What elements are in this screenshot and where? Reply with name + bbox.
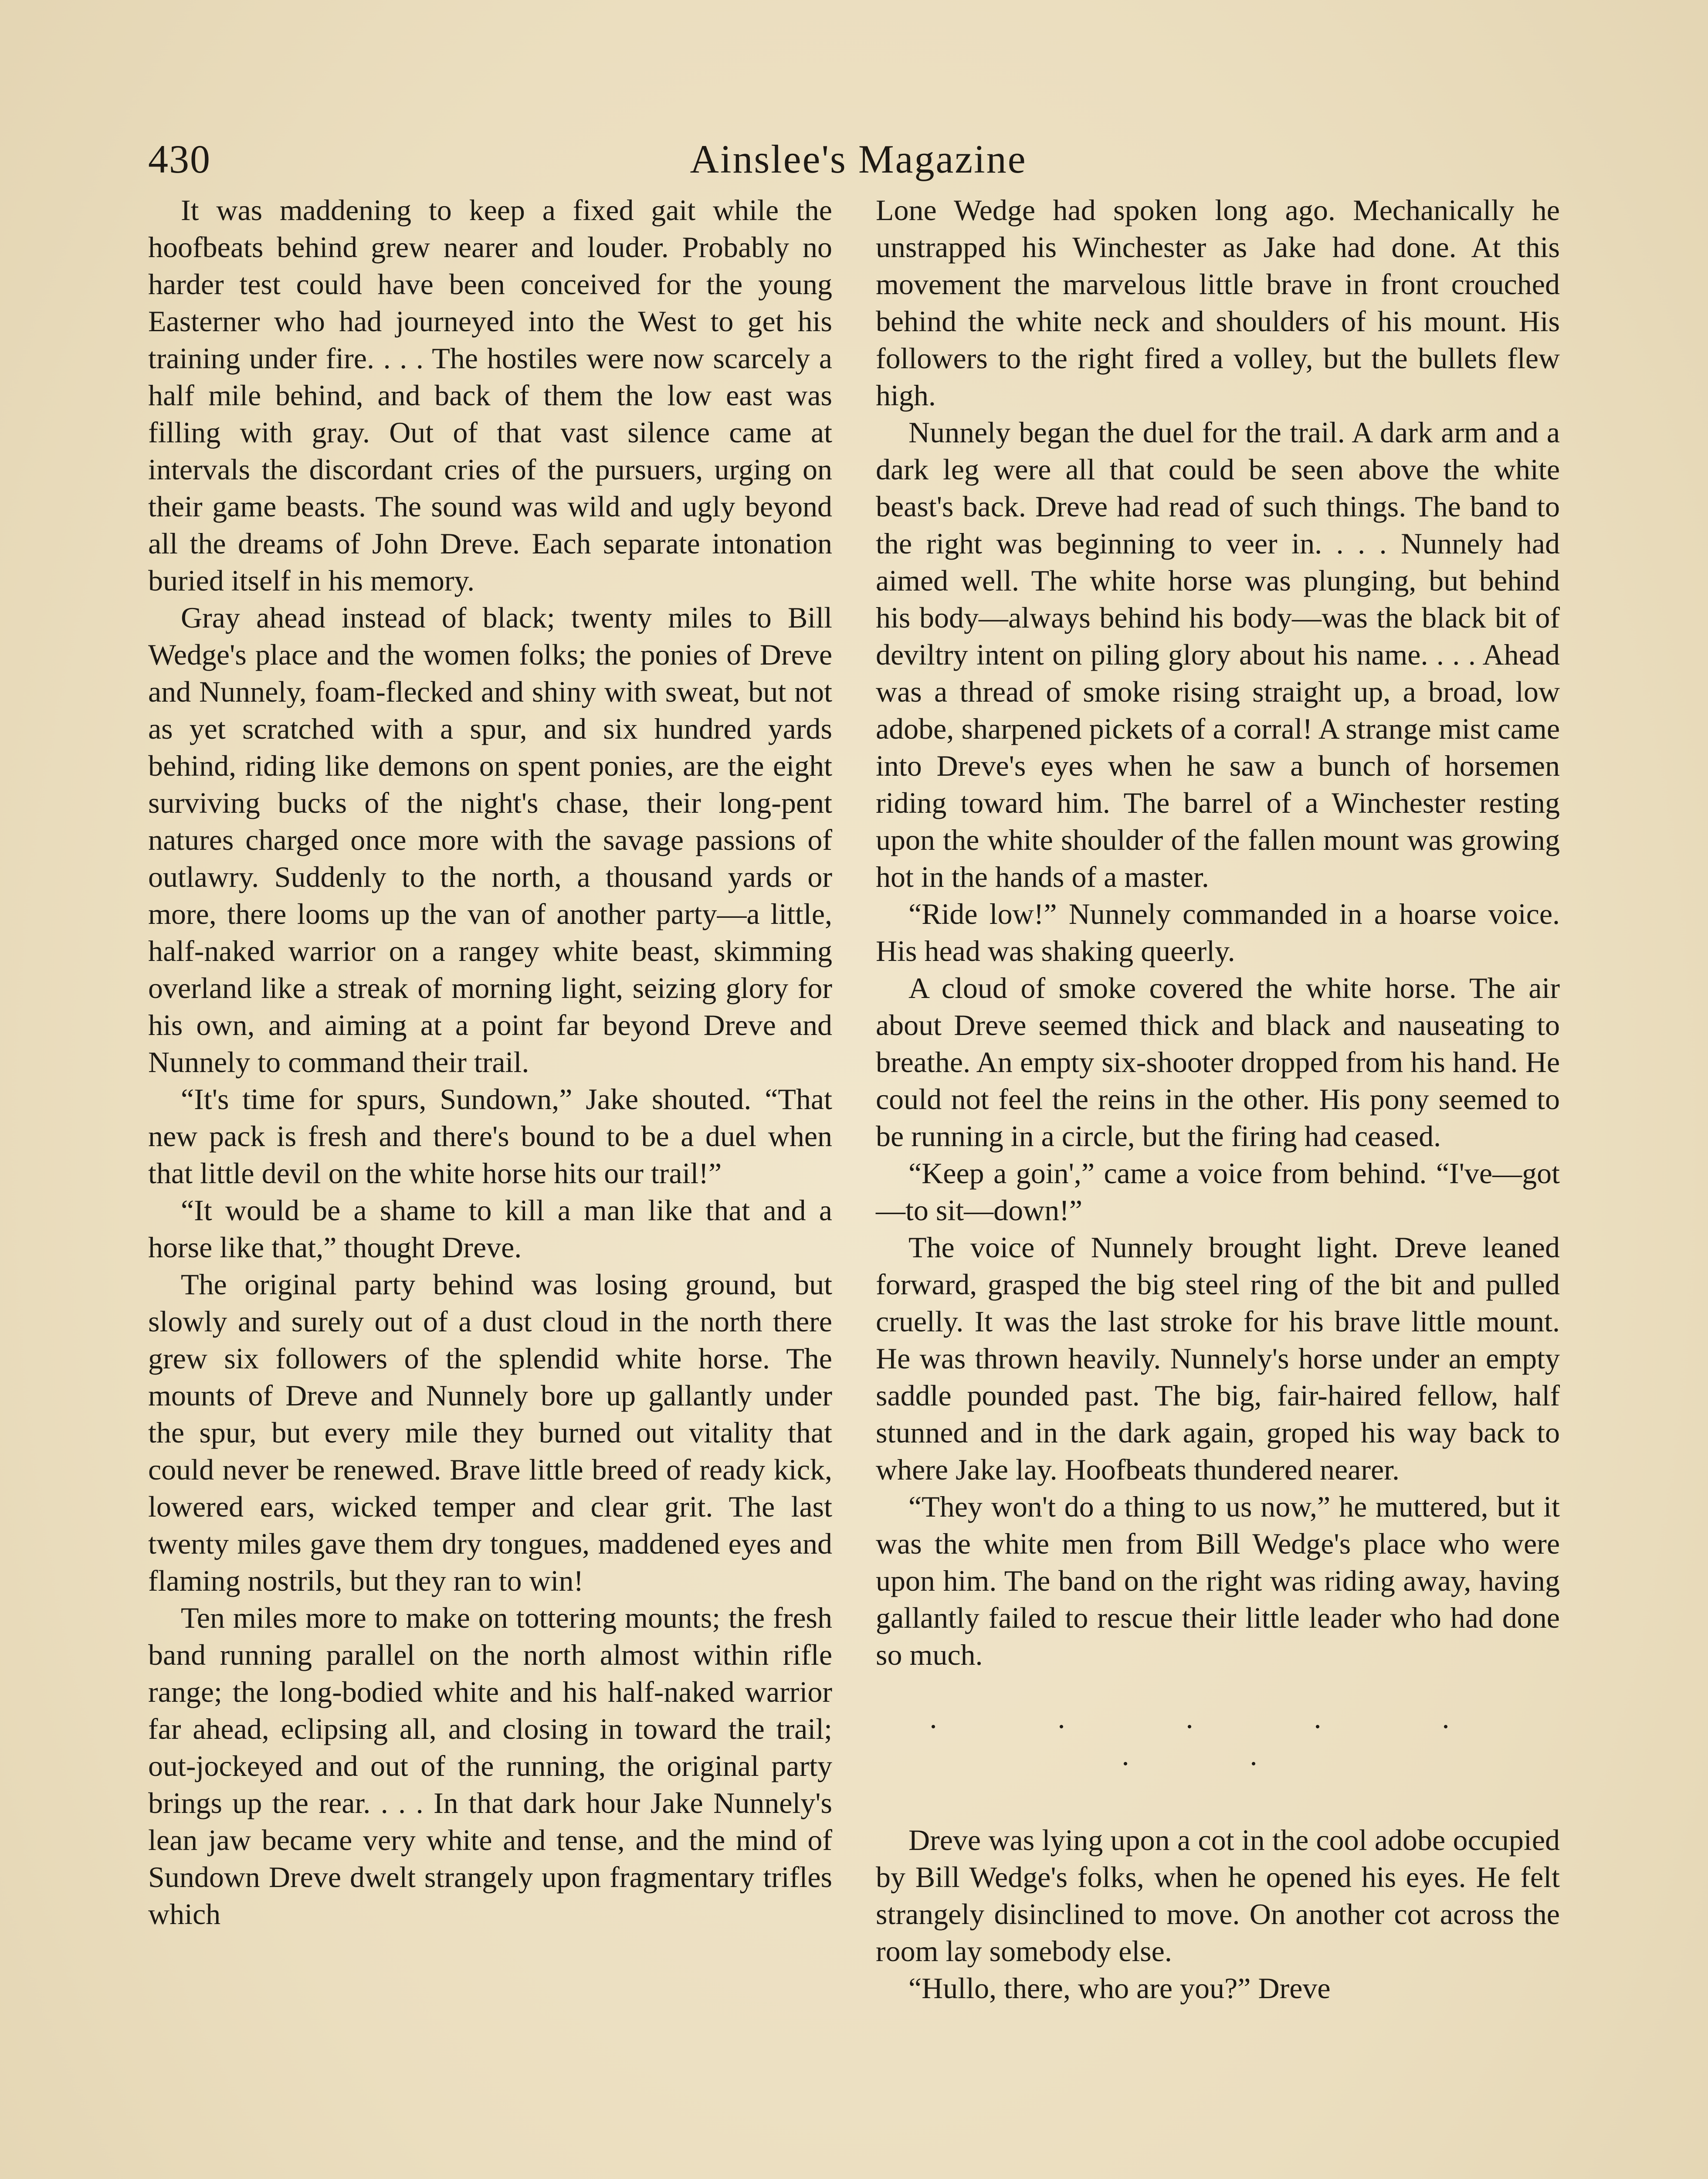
continued-paragraph: Lone Wedge had spoken long ago. Mechanically he unstrapped his Winchester as Jake had done. At this movement the marvelous little brave in front crouched behind the white neck and shoulders of his mount. His followers to the right fired a volley, but the bullets flew high. [876,193,1560,412]
paragraph: “Keep a goin',” came a voice from behind. “I've—got—to sit—down!” [876,1157,1560,1227]
paragraph: The original party behind was losing ground, but slowly and surely out of a dust cloud in the north there grew six followers of the splendid white horse. The mounts of Dreve and Nunnely bore up gallantly under the spur, but every mile they burned out vitality that could never be renewed. Brave little breed of ready kick, lowered ears, wicked temper and clear grit. The last twenty miles gave them dry tongues, maddened eyes and flaming nostrils, but they ran to win! [148,1268,832,1597]
paragraph: “It would be a shame to kill a man like that and a horse like that,” thought Dreve. [148,1194,832,1264]
paragraph: “Hullo, there, who are you?” Dreve [908,1972,1331,2005]
page-number: 430 [148,137,211,181]
paragraph: “It's time for spurs, Sundown,” Jake shouted. “That new pack is fresh and there's bound to be a duel when that little devil on the white horse hits our trail!” [148,1083,832,1190]
paragraph: “Ride low!” Nunnely commanded in a hoarse voice. His head was shaking queerly. [876,897,1560,967]
paragraph: Gray ahead instead of black; twenty miles to Bill Wedge's place and the women folks; the ponies of Dreve and Nunnely, foam-flecked and shiny with sweat, but not as yet scratched with a spur, and six hundred yards behind, riding like demons on spent ponies, are the eight surviving bucks of the night's chase, their long-pent natures charged once more with the savage passions of outlawry. Suddenly to the north, a thousand yards or more, there looms up the van of another party—a little, half-naked warrior on a rangey white beast, skimming overland like a streak of morning light, seizing glory for his own, and aiming at a point far beyond Dreve and Nunnely to command their trail. [148,601,832,1079]
page-header [148,131,1569,187]
paragraph: A cloud of smoke covered the white horse. The air about Dreve seemed thick and black and nauseating to breathe. An empty six-shooter dropped from his hand. He could not feel the reins in the other. His pony seemed to be running in a circle, but the firing had ceased. [876,971,1560,1153]
section-break: . . . . . . . [929,1701,1506,1772]
paragraph: It was maddening to keep a fixed gait while the hoofbeats behind grew nearer and louder. Probably no harder test could have been conceived for the young Easterner who had journeyed into the West to get his training under fire. . . . The hostiles were now scarcely a half mile behind, and back of them the low east was filling with gray. Out of that vast silence came at intervals the discordant cries of the pursuers, urging on their game beasts. The sound was wild and ugly beyond all the dreams of John Dreve. Each separate intonation buried itself in his memory. [148,193,832,597]
paragraph: Ten miles more to make on tottering mounts; the fresh band running parallel on the north almost within rifle range; the long-bodied white and his half-naked warrior far ahead, eclipsing all, and closing in toward the trail; out-jockeyed and out of the running, the original party brings up the rear. . . . In that dark hour Jake Nunnely's lean jaw became very white and tense, and the mind of Sundown Dreve dwelt strangely upon fragmentary trifles which [148,1601,832,1931]
right-column [876,192,1560,2007]
left-column [148,192,832,1933]
paragraph: The voice of Nunnely brought light. Dreve leaned forward, grasped the big steel ring of the bit and pulled cruelly. It was the last stroke for his brave little mount. He was thrown heavily. Nunnely's horse under an empty saddle pounded past. The big, fair-haired fellow, half stunned and in the dark again, groped his way back to where Jake lay. Hoofbeats thundered nearer. [876,1231,1560,1486]
paragraph: Dreve was lying upon a cot in the cool adobe occupied by Bill Wedge's folks, when he opened his eyes. He felt strangely disinclined to move. On another cot across the room lay somebody else. [876,1823,1560,1968]
paragraph: “They won't do a thing to us now,” he muttered, but it was the white men from Bill Wedge's place who were upon him. The band on the right was riding away, having gallantly failed to rescue their little leader who had done so much. [876,1490,1560,1671]
running-title: Ainslee's Magazine [690,137,1027,181]
paragraph: Nunnely began the duel for the trail. A dark arm and a dark leg were all that could be seen above the white beast's back. Dreve had read of such things. The band to the right was beginning to veer in. . . . Nunnely had aimed well. The white horse was plunging, but behind his body—always behind his body—was the black bit of deviltry intent on piling glory about his name. . . . Ahead was a thread of smoke rising straight up, a broad, low adobe, sharpened pickets of a corral! A strange mist came into Dreve's eyes when he saw a bunch of horsemen riding toward him. The barrel of a Winchester resting upon the white shoulder of the fallen mount was growing hot in the hands of a master. [876,416,1560,893]
